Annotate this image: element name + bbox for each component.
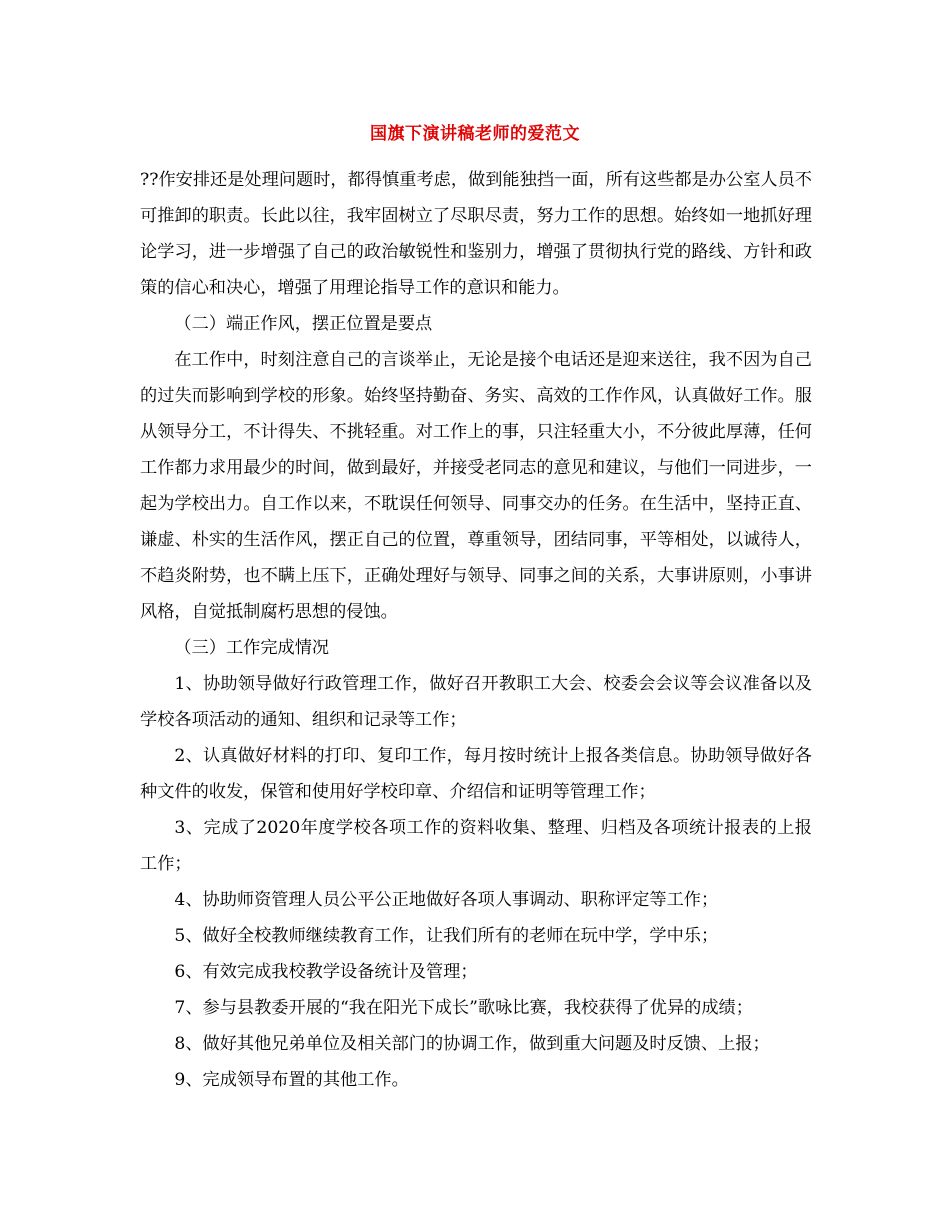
section-heading: （三）工作完成情况 — [174, 638, 330, 658]
list-item: 5、做好全校教师继续教育工作，让我们所有的老师在玩中学，学中乐； — [174, 926, 719, 946]
list-item: 1、协助领导做好行政管理工作，做好召开教职工大会、校委会会议等会议准备以及学校各项活动的通知、组织和记录等工作； — [140, 674, 812, 730]
list-item: 3、完成了2020年度学校各项工作的资料收集、整理、归档及各项统计报表的上报工作； — [140, 818, 812, 874]
document-body — [140, 162, 812, 1098]
document-title: 国旗下演讲稿老师的爱范文 — [370, 124, 580, 144]
list-item: 2、认真做好材料的打印、复印工作，每月按时统计上报各类信息。协助领导做好各种文件的收发，保管和使用好学校印章、介绍信和证明等管理工作； — [140, 746, 812, 802]
paragraph: 在工作中，时刻注意自己的言谈举止，无论是接个电话还是迎来送往，我不因为自己的过失而影响到学校的形象。始终坚持勤奋、务实、高效的工作作风，认真做好工作。服从领导分工，不计得失、不挑轻重。对工作上的事，只注轻重大小，不分彼此厚薄，任何工作都力求用最少的时间，做到最好，并接受老同志的意见和建议，与他们一同进步，一起为学校出力。自工作以来，不耽误任何领导、同事交办的任务。在生活中，坚持正直、谦虚、朴实的生活作风，摆正自己的位置，尊重领导，团结同事，平等相处，以诚待人，不趋炎附势，也不瞒上压下，正确处理好与领导、同事之间的关系，大事讲原则，小事讲风格，自觉抵制腐朽思想的侵蚀。 — [140, 350, 812, 622]
section-heading: （二）端正作风，摆正位置是要点 — [174, 314, 433, 334]
list-item: 6、有效完成我校教学设备统计及管理； — [174, 962, 478, 982]
list-item: 7、参与县教委开展的“我在阳光下成长”歌咏比赛，我校获得了优异的成绩； — [174, 998, 753, 1018]
list-item: 4、协助师资管理人员公平公正地做好各项人事调动、职称评定等工作； — [174, 890, 719, 910]
paragraph: ??作安排还是处理问题时，都得慎重考虑，做到能独挡一面，所有这些都是办公室人员不可推卸的职责。长此以往，我牢固树立了尽职尽责，努力工作的思想。始终如一地抓好理论学习，进一步增强了自己的政治敏锐性和鉴别力，增强了贯彻执行党的路线、方针和政策的信心和决心，增强了用理论指导工作的意识和能力。 — [140, 170, 812, 298]
list-item: 8、做好其他兄弟单位及相关部门的协调工作，做到重大问题及时反馈、上报； — [174, 1034, 770, 1054]
list-item: 9、完成领导布置的其他工作。 — [174, 1070, 409, 1090]
